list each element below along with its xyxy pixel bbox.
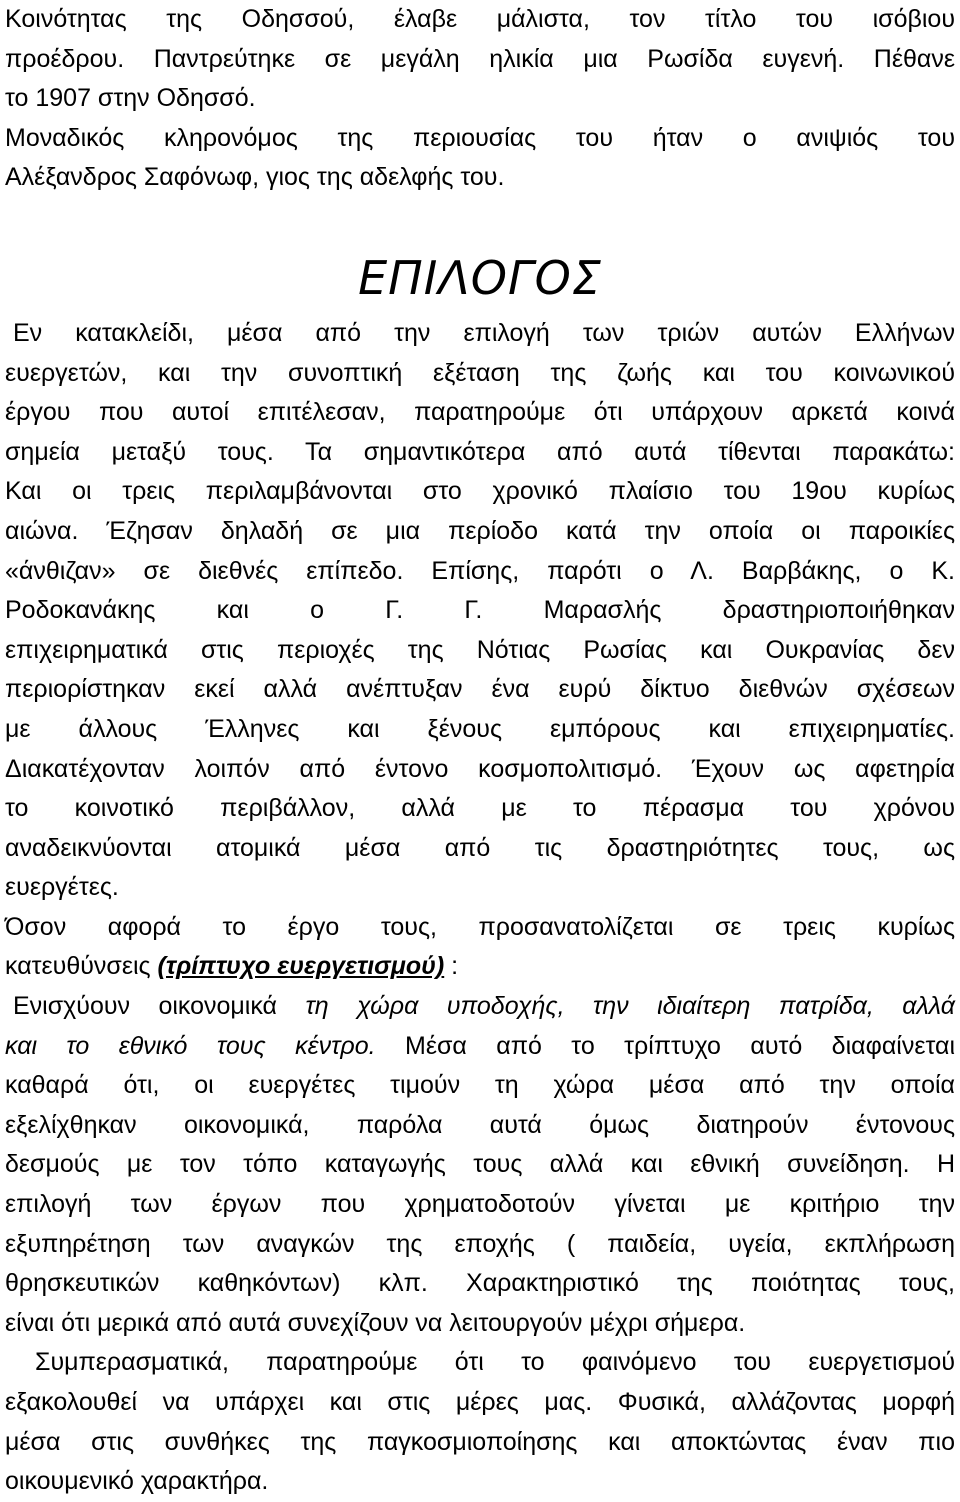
text-line: αναδεικνύονται ατομικά μέσα από τις δραστηριότητες τους, ως: [5, 833, 955, 862]
epilogue-paragraph: [5, 314, 955, 908]
emphasis-italic: τη χώρα υποδοχής, την ιδιαίτερη πατρίδα, αλλά: [305, 992, 955, 1021]
text-line: Και οι τρεις περιλαμβάνονται στο χρονικό πλαίσιο του 19ου κυρίως: [5, 477, 955, 506]
text-line: είναι ότι μερικά από αυτά συνεχίζουν να λειτουργούν μέχρι σήμερα.: [5, 1308, 746, 1337]
text-line: [5, 987, 955, 1027]
text-line: αιώνα. Έζησαν δηλαδή σε μια περίοδο κατά την οποία οι παροικίες: [5, 516, 955, 545]
text-line: Διακατέχονταν λοιπόν από έντονο κοσμοπολιτισμό. Έχουν ως αφετηρία: [5, 754, 955, 783]
text-line: το 1907 στην Οδησσό.: [5, 84, 256, 113]
text-run: Ενισχύουν οικονομικά: [13, 992, 306, 1021]
text-line: Όσον αφορά το έργο τους, προσανατολίζεται σε τρεις κυρίως: [5, 912, 955, 941]
text-line: ευεργετών, και την συνοπτική εξέταση της ζωής και του κοινωνικού: [5, 358, 955, 387]
text-line: οικουμενικό χαρακτήρα.: [5, 1467, 269, 1496]
text-line: ευεργέτες.: [5, 873, 119, 902]
text-line: Μοναδικός κληρονόμος της περιουσίας του ήταν ο ανιψιός του: [5, 123, 955, 152]
text-line: προέδρου. Παντρεύτηκε σε μεγάλη ηλικία μια Ρωσίδα ευγενή. Πέθανε: [5, 44, 955, 73]
text-line: σημεία μεταξύ τους. Τα σημαντικότερα από αυτά τίθενται παρακάτω:: [5, 437, 955, 466]
text-line: εξυπηρέτηση των αναγκών της εποχής ( παιδεία, υγεία, εκπλήρωση: [5, 1229, 955, 1258]
text-line: εξακολουθεί να υπάρχει και στις μέρες μας. Φυσικά, αλλάζοντας μορφή: [5, 1388, 955, 1416]
emphasis-italic: (τρίπτυχο ευεργετισμού): [157, 952, 445, 981]
conclusion-paragraph: [5, 1343, 955, 1501]
text-line: «άνθιζαν» σε διεθνές επίπεδο. Επίσης, παρότι ο Λ. Βαρβάκης, ο Κ.: [5, 556, 955, 585]
text-run: Μέσα από το τρίπτυχο αυτό διαφαίνεται: [375, 1031, 955, 1060]
text-run: :: [444, 952, 459, 981]
text-line: Ροδοκανάκης και ο Γ. Γ. Μαρασλής δραστηριοποιήθηκαν: [5, 596, 955, 625]
text-line: δεσμούς με τον τόπο καταγωγής τους αλλά και εθνική συνείδηση. Η: [5, 1150, 955, 1179]
text-run: κατευθύνσεις: [5, 952, 158, 981]
text-line: με άλλους Έλληνες και ξένους εμπόρους και επιχειρηματίες.: [5, 714, 955, 743]
text-line: έργου που αυτοί επιτέλεσαν, παρατηρούμε ότι υπάρχουν αρκετά κοινά: [5, 398, 955, 427]
text-line: Συμπερασματικά, παρατηρούμε ότι το φαινόμενο του ευεργετισμού: [35, 1348, 955, 1377]
section-heading: ΕΠΙΛΟΓΟΣ: [358, 250, 602, 305]
emphasis-bold: [158, 952, 445, 980]
intro-paragraph: [5, 0, 955, 198]
text-line: [5, 1027, 955, 1067]
text-line: [5, 947, 955, 987]
support-paragraph: [5, 987, 955, 1343]
text-line: εξελίχθηκαν οικονομικά, παρόλα αυτά όμως διατηρούν έντονους: [5, 1110, 955, 1139]
work-paragraph: [5, 908, 955, 987]
text-line: Κοινότητας της Οδησσού, έλαβε μάλιστα, τον τίτλο του ισόβιου: [5, 5, 955, 33]
text-line: μέσα στις συνθήκες της παγκοσμιοποίησης και αποκτώντας έναν πιο: [5, 1427, 955, 1456]
text-line: Αλέξανδρος Σαφόνωφ, γιος της αδελφής του.: [5, 163, 505, 192]
text-line: το κοινοτικό περιβάλλον, αλλά με το πέρασμα του χρόνου: [5, 794, 955, 823]
emphasis-italic: και το εθνικό τους κέντρο.: [5, 1031, 376, 1060]
text-line: καθαρά ότι, οι ευεργέτες τιμούν τη χώρα μέσα από την οποία: [5, 1071, 955, 1100]
text-line: επιχειρηματικά στις περιοχές της Νότιας Ρωσίας και Ουκρανίας δεν: [5, 635, 955, 664]
text-line: Εν κατακλείδι, μέσα από την επιλογή των τριών αυτών Ελλήνων: [13, 318, 955, 347]
text-line: περιορίστηκαν εκεί αλλά ανέπτυξαν ένα ευρύ δίκτυο διεθνών σχέσεων: [5, 675, 955, 704]
document-page: [5, 0, 955, 1502]
text-line: επιλογή των έργων που χρηματοδοτούν γίνεται με κριτήριο την: [5, 1190, 955, 1219]
text-line: θρησκευτικών καθηκόντων) κλπ. Χαρακτηριστικό της ποιότητας τους,: [5, 1269, 955, 1298]
